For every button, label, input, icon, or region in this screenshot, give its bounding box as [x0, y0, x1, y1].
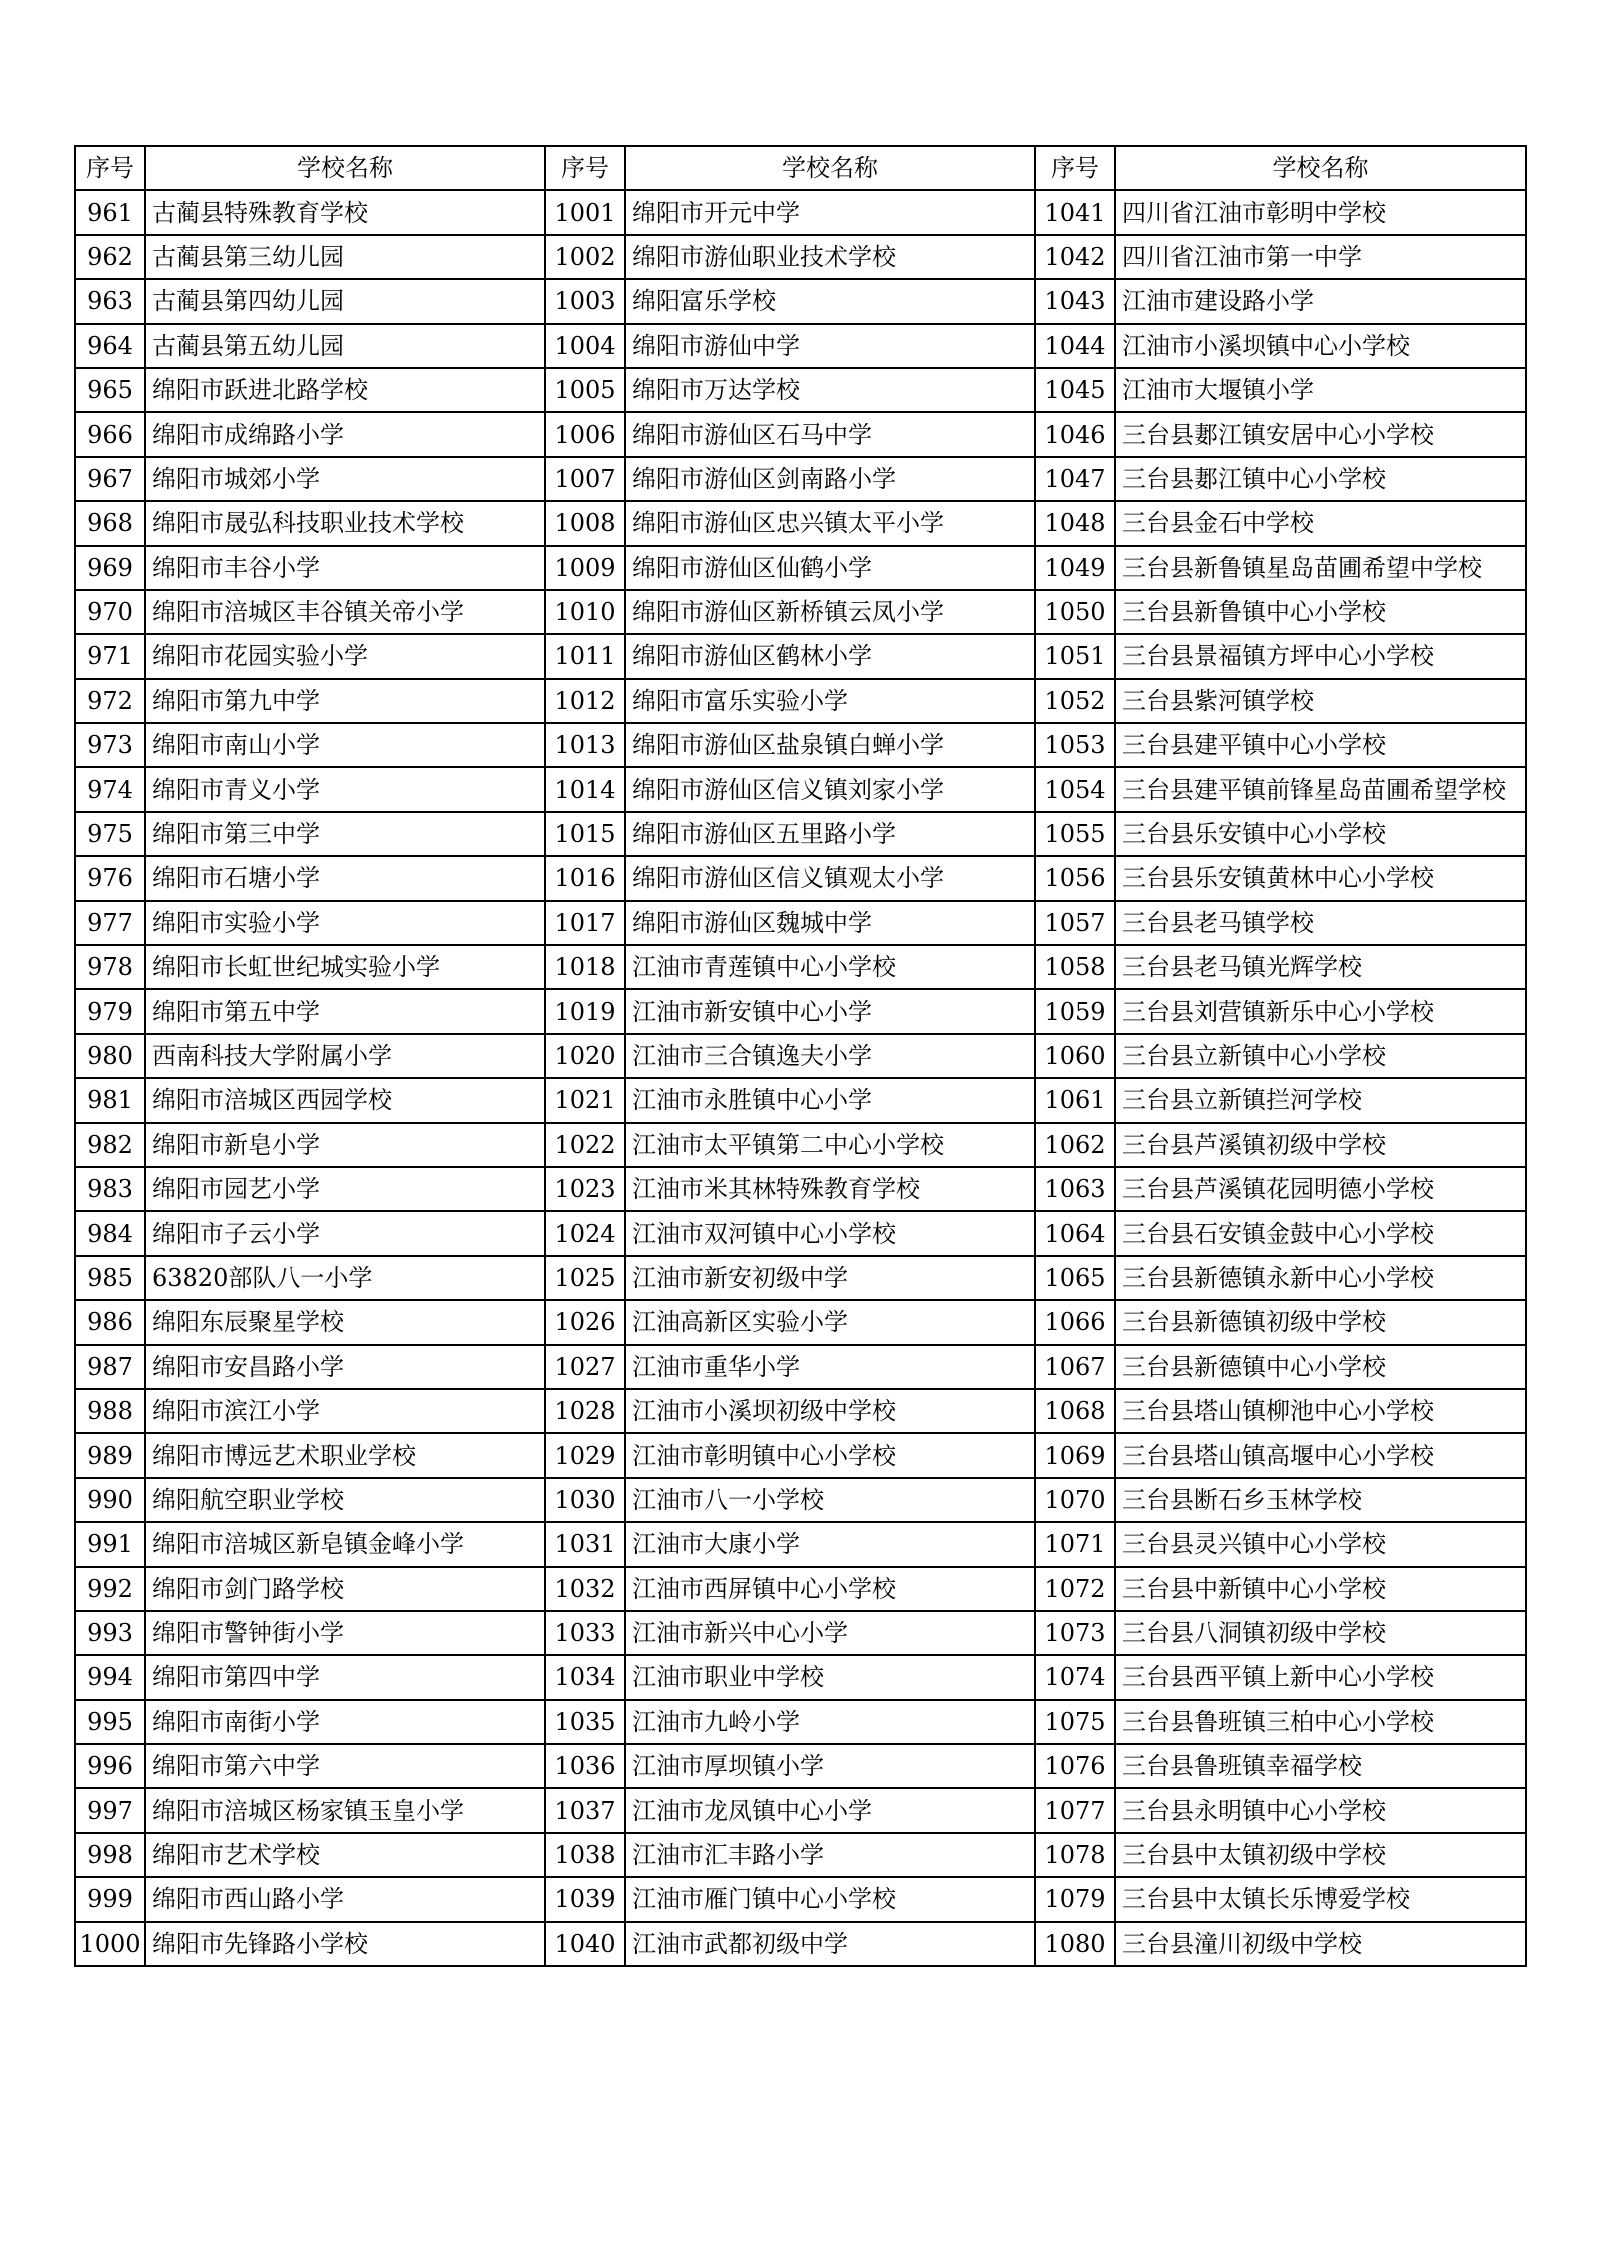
serial-cell: 1015	[545, 812, 625, 856]
school-name-cell: 三台县金石中学校	[1115, 501, 1526, 545]
school-name-cell: 绵阳市第六中学	[145, 1744, 545, 1788]
serial-cell: 1023	[545, 1167, 625, 1211]
header-serial-1: 序号	[75, 146, 145, 190]
serial-cell: 1039	[545, 1877, 625, 1921]
school-name-cell: 绵阳市开元中学	[625, 190, 1035, 234]
school-name-cell: 江油市九岭小学	[625, 1700, 1035, 1744]
table-row	[75, 590, 1526, 634]
school-name-cell: 江油市新安初级中学	[625, 1256, 1035, 1300]
school-name-cell: 江油市大堰镇小学	[1115, 368, 1526, 412]
serial-cell: 1031	[545, 1522, 625, 1566]
school-name-cell: 绵阳市万达学校	[625, 368, 1035, 412]
header-serial-3: 序号	[1035, 146, 1115, 190]
serial-cell: 1026	[545, 1300, 625, 1344]
serial-cell: 1063	[1035, 1167, 1115, 1211]
serial-cell: 1046	[1035, 412, 1115, 456]
school-name-cell: 三台县石安镇金鼓中心小学校	[1115, 1211, 1526, 1255]
serial-cell: 984	[75, 1211, 145, 1255]
serial-cell: 1013	[545, 723, 625, 767]
school-name-cell: 三台县新德镇初级中学校	[1115, 1300, 1526, 1344]
serial-cell: 1052	[1035, 679, 1115, 723]
table-row	[75, 501, 1526, 545]
table-row	[75, 1744, 1526, 1788]
serial-cell: 967	[75, 457, 145, 501]
school-name-cell: 绵阳市涪城区杨家镇玉皇小学	[145, 1788, 545, 1832]
serial-cell: 961	[75, 190, 145, 234]
school-name-cell: 绵阳市艺术学校	[145, 1833, 545, 1877]
school-name-cell: 绵阳市石塘小学	[145, 856, 545, 900]
serial-cell: 983	[75, 1167, 145, 1211]
serial-cell: 968	[75, 501, 145, 545]
serial-cell: 980	[75, 1034, 145, 1078]
serial-cell: 977	[75, 901, 145, 945]
serial-cell: 991	[75, 1522, 145, 1566]
serial-cell: 1047	[1035, 457, 1115, 501]
school-name-cell: 江油市永胜镇中心小学	[625, 1078, 1035, 1122]
school-name-cell: 绵阳市第四中学	[145, 1655, 545, 1699]
table-row	[75, 767, 1526, 811]
school-name-cell: 三台县郪江镇中心小学校	[1115, 457, 1526, 501]
school-name-cell: 古蔺县第四幼儿园	[145, 279, 545, 323]
serial-cell: 1057	[1035, 901, 1115, 945]
serial-cell: 1056	[1035, 856, 1115, 900]
school-name-cell: 三台县西平镇上新中心小学校	[1115, 1655, 1526, 1699]
school-name-cell: 江油市汇丰路小学	[625, 1833, 1035, 1877]
school-name-cell: 绵阳市安昌路小学	[145, 1345, 545, 1389]
serial-cell: 1069	[1035, 1433, 1115, 1477]
table-body	[75, 190, 1526, 1966]
school-name-cell: 绵阳市长虹世纪城实验小学	[145, 945, 545, 989]
school-name-cell: 绵阳市先锋路小学校	[145, 1922, 545, 1966]
serial-cell: 1068	[1035, 1389, 1115, 1433]
school-name-cell: 三台县断石乡玉林学校	[1115, 1478, 1526, 1522]
serial-cell: 1053	[1035, 723, 1115, 767]
school-name-cell: 绵阳市第五中学	[145, 989, 545, 1033]
table-row	[75, 324, 1526, 368]
school-name-cell: 绵阳市博远艺术职业学校	[145, 1433, 545, 1477]
serial-cell: 1078	[1035, 1833, 1115, 1877]
school-name-cell: 绵阳市游仙区仙鹤小学	[625, 546, 1035, 590]
school-name-cell: 绵阳市花园实验小学	[145, 634, 545, 678]
serial-cell: 994	[75, 1655, 145, 1699]
serial-cell: 1004	[545, 324, 625, 368]
serial-cell: 1077	[1035, 1788, 1115, 1832]
school-name-cell: 绵阳市游仙区信义镇观太小学	[625, 856, 1035, 900]
school-name-cell: 三台县芦溪镇初级中学校	[1115, 1123, 1526, 1167]
serial-cell: 1051	[1035, 634, 1115, 678]
serial-cell: 962	[75, 235, 145, 279]
school-name-cell: 绵阳市游仙职业技术学校	[625, 235, 1035, 279]
school-name-cell: 三台县鲁班镇幸福学校	[1115, 1744, 1526, 1788]
school-list-table	[74, 145, 1527, 1967]
school-name-cell: 江油市职业中学校	[625, 1655, 1035, 1699]
serial-cell: 1036	[545, 1744, 625, 1788]
school-name-cell: 绵阳市富乐实验小学	[625, 679, 1035, 723]
serial-cell: 1017	[545, 901, 625, 945]
school-name-cell: 三台县芦溪镇花园明德小学校	[1115, 1167, 1526, 1211]
serial-cell: 966	[75, 412, 145, 456]
school-name-cell: 三台县塔山镇高堰中心小学校	[1115, 1433, 1526, 1477]
school-name-cell: 三台县塔山镇柳池中心小学校	[1115, 1389, 1526, 1433]
serial-cell: 1009	[545, 546, 625, 590]
table-row	[75, 1922, 1526, 1966]
school-name-cell: 三台县立新镇中心小学校	[1115, 1034, 1526, 1078]
school-name-cell: 三台县乐安镇黄林中心小学校	[1115, 856, 1526, 900]
school-name-cell: 江油市厚坝镇小学	[625, 1744, 1035, 1788]
serial-cell: 1044	[1035, 324, 1115, 368]
serial-cell: 982	[75, 1123, 145, 1167]
table-row	[75, 1655, 1526, 1699]
serial-cell: 985	[75, 1256, 145, 1300]
school-name-cell: 江油市小溪坝镇中心小学校	[1115, 324, 1526, 368]
table-row	[75, 1611, 1526, 1655]
table-row	[75, 901, 1526, 945]
serial-cell: 986	[75, 1300, 145, 1344]
serial-cell: 1072	[1035, 1567, 1115, 1611]
serial-cell: 1079	[1035, 1877, 1115, 1921]
table-row	[75, 1833, 1526, 1877]
table-row	[75, 634, 1526, 678]
serial-cell: 1030	[545, 1478, 625, 1522]
school-name-cell: 三台县新德镇永新中心小学校	[1115, 1256, 1526, 1300]
school-name-cell: 63820部队八一小学	[145, 1256, 545, 1300]
serial-cell: 1062	[1035, 1123, 1115, 1167]
table-row	[75, 1389, 1526, 1433]
serial-cell: 1076	[1035, 1744, 1115, 1788]
school-name-cell: 三台县新鲁镇星岛苗圃希望中学校	[1115, 546, 1526, 590]
table-row	[75, 412, 1526, 456]
school-name-cell: 江油市三合镇逸夫小学	[625, 1034, 1035, 1078]
school-name-cell: 古蔺县第三幼儿园	[145, 235, 545, 279]
school-name-cell: 江油高新区实验小学	[625, 1300, 1035, 1344]
table-row	[75, 1078, 1526, 1122]
school-name-cell: 绵阳富乐学校	[625, 279, 1035, 323]
header-school-name-3: 学校名称	[1115, 146, 1526, 190]
serial-cell: 1007	[545, 457, 625, 501]
school-name-cell: 三台县中新镇中心小学校	[1115, 1567, 1526, 1611]
school-name-cell: 江油市八一小学校	[625, 1478, 1035, 1522]
school-name-cell: 绵阳市涪城区新皂镇金峰小学	[145, 1522, 545, 1566]
serial-cell: 1066	[1035, 1300, 1115, 1344]
serial-cell: 1054	[1035, 767, 1115, 811]
school-name-cell: 四川省江油市第一中学	[1115, 235, 1526, 279]
serial-cell: 981	[75, 1078, 145, 1122]
serial-cell: 989	[75, 1433, 145, 1477]
table-row	[75, 279, 1526, 323]
serial-cell: 1058	[1035, 945, 1115, 989]
serial-cell: 1074	[1035, 1655, 1115, 1699]
school-name-cell: 江油市建设路小学	[1115, 279, 1526, 323]
table-row	[75, 1877, 1526, 1921]
table-row	[75, 546, 1526, 590]
school-name-cell: 江油市双河镇中心小学校	[625, 1211, 1035, 1255]
serial-cell: 1021	[545, 1078, 625, 1122]
school-name-cell: 绵阳市游仙中学	[625, 324, 1035, 368]
school-name-cell: 三台县立新镇拦河学校	[1115, 1078, 1526, 1122]
school-name-cell: 三台县永明镇中心小学校	[1115, 1788, 1526, 1832]
serial-cell: 1075	[1035, 1700, 1115, 1744]
serial-cell: 995	[75, 1700, 145, 1744]
school-name-cell: 三台县刘营镇新乐中心小学校	[1115, 989, 1526, 1033]
serial-cell: 965	[75, 368, 145, 412]
school-name-cell: 绵阳市子云小学	[145, 1211, 545, 1255]
school-name-cell: 绵阳市游仙区盐泉镇白蝉小学	[625, 723, 1035, 767]
school-name-cell: 江油市小溪坝初级中学校	[625, 1389, 1035, 1433]
school-name-cell: 绵阳市警钟街小学	[145, 1611, 545, 1655]
school-name-cell: 三台县老马镇光辉学校	[1115, 945, 1526, 989]
school-name-cell: 绵阳市城郊小学	[145, 457, 545, 501]
school-name-cell: 三台县灵兴镇中心小学校	[1115, 1522, 1526, 1566]
serial-cell: 1045	[1035, 368, 1115, 412]
serial-cell: 964	[75, 324, 145, 368]
school-name-cell: 三台县新鲁镇中心小学校	[1115, 590, 1526, 634]
table-row	[75, 989, 1526, 1033]
serial-cell: 1055	[1035, 812, 1115, 856]
serial-cell: 998	[75, 1833, 145, 1877]
serial-cell: 1006	[545, 412, 625, 456]
school-name-cell: 绵阳市滨江小学	[145, 1389, 545, 1433]
serial-cell: 963	[75, 279, 145, 323]
school-name-cell: 绵阳市跃进北路学校	[145, 368, 545, 412]
school-name-cell: 三台县中太镇初级中学校	[1115, 1833, 1526, 1877]
serial-cell: 1040	[545, 1922, 625, 1966]
school-name-cell: 绵阳市西山路小学	[145, 1877, 545, 1921]
serial-cell: 1034	[545, 1655, 625, 1699]
serial-cell: 975	[75, 812, 145, 856]
school-name-cell: 绵阳市剑门路学校	[145, 1567, 545, 1611]
serial-cell: 990	[75, 1478, 145, 1522]
table-row	[75, 945, 1526, 989]
header-serial-2: 序号	[545, 146, 625, 190]
serial-cell: 992	[75, 1567, 145, 1611]
table-row	[75, 235, 1526, 279]
serial-cell: 1038	[545, 1833, 625, 1877]
school-name-cell: 江油市米其林特殊教育学校	[625, 1167, 1035, 1211]
serial-cell: 996	[75, 1744, 145, 1788]
school-name-cell: 江油市重华小学	[625, 1345, 1035, 1389]
school-name-cell: 三台县景福镇方坪中心小学校	[1115, 634, 1526, 678]
serial-cell: 1027	[545, 1345, 625, 1389]
school-name-cell: 绵阳市游仙区剑南路小学	[625, 457, 1035, 501]
serial-cell: 1028	[545, 1389, 625, 1433]
school-name-cell: 绵阳东辰聚星学校	[145, 1300, 545, 1344]
table-row	[75, 1567, 1526, 1611]
table-row	[75, 1345, 1526, 1389]
serial-cell: 969	[75, 546, 145, 590]
school-name-cell: 江油市西屏镇中心小学校	[625, 1567, 1035, 1611]
school-name-cell: 绵阳市游仙区忠兴镇太平小学	[625, 501, 1035, 545]
table-row	[75, 1256, 1526, 1300]
school-name-cell: 绵阳市涪城区丰谷镇关帝小学	[145, 590, 545, 634]
school-name-cell: 三台县乐安镇中心小学校	[1115, 812, 1526, 856]
table-row	[75, 856, 1526, 900]
table-row	[75, 1700, 1526, 1744]
serial-cell: 1049	[1035, 546, 1115, 590]
serial-cell: 974	[75, 767, 145, 811]
table-row	[75, 1167, 1526, 1211]
serial-cell: 1041	[1035, 190, 1115, 234]
serial-cell: 1020	[545, 1034, 625, 1078]
serial-cell: 1019	[545, 989, 625, 1033]
serial-cell: 1008	[545, 501, 625, 545]
serial-cell: 1048	[1035, 501, 1115, 545]
school-name-cell: 绵阳市游仙区鹤林小学	[625, 634, 1035, 678]
school-name-cell: 江油市新安镇中心小学	[625, 989, 1035, 1033]
serial-cell: 1010	[545, 590, 625, 634]
school-name-cell: 三台县郪江镇安居中心小学校	[1115, 412, 1526, 456]
serial-cell: 1022	[545, 1123, 625, 1167]
serial-cell: 1061	[1035, 1078, 1115, 1122]
serial-cell: 1003	[545, 279, 625, 323]
table-row	[75, 1788, 1526, 1832]
school-name-cell: 绵阳市游仙区五里路小学	[625, 812, 1035, 856]
school-name-cell: 绵阳市游仙区魏城中学	[625, 901, 1035, 945]
school-name-cell: 绵阳市游仙区新桥镇云凤小学	[625, 590, 1035, 634]
table-row	[75, 723, 1526, 767]
school-name-cell: 三台县新德镇中心小学校	[1115, 1345, 1526, 1389]
school-name-cell: 三台县建平镇前锋星岛苗圃希望学校	[1115, 767, 1526, 811]
table-row	[75, 812, 1526, 856]
school-name-cell: 四川省江油市彰明中学校	[1115, 190, 1526, 234]
school-name-cell: 绵阳市成绵路小学	[145, 412, 545, 456]
table-row	[75, 1300, 1526, 1344]
school-name-cell: 三台县紫河镇学校	[1115, 679, 1526, 723]
table-row	[75, 368, 1526, 412]
serial-cell: 1011	[545, 634, 625, 678]
school-name-cell: 古蔺县第五幼儿园	[145, 324, 545, 368]
school-name-cell: 江油市大康小学	[625, 1522, 1035, 1566]
school-name-cell: 绵阳市游仙区信义镇刘家小学	[625, 767, 1035, 811]
school-name-cell: 江油市青莲镇中心小学校	[625, 945, 1035, 989]
serial-cell: 1000	[75, 1922, 145, 1966]
serial-cell: 1012	[545, 679, 625, 723]
serial-cell: 1002	[545, 235, 625, 279]
serial-cell: 1059	[1035, 989, 1115, 1033]
serial-cell: 1024	[545, 1211, 625, 1255]
school-name-cell: 绵阳市南街小学	[145, 1700, 545, 1744]
school-name-cell: 三台县鲁班镇三柏中心小学校	[1115, 1700, 1526, 1744]
table-row	[75, 1211, 1526, 1255]
table-row	[75, 1123, 1526, 1167]
school-name-cell: 绵阳航空职业学校	[145, 1478, 545, 1522]
school-name-cell: 三台县老马镇学校	[1115, 901, 1526, 945]
serial-cell: 1037	[545, 1788, 625, 1832]
serial-cell: 999	[75, 1877, 145, 1921]
serial-cell: 978	[75, 945, 145, 989]
serial-cell: 971	[75, 634, 145, 678]
serial-cell: 987	[75, 1345, 145, 1389]
school-name-cell: 绵阳市园艺小学	[145, 1167, 545, 1211]
school-name-cell: 古蔺县特殊教育学校	[145, 190, 545, 234]
serial-cell: 1065	[1035, 1256, 1115, 1300]
serial-cell: 1001	[545, 190, 625, 234]
school-name-cell: 绵阳市第九中学	[145, 679, 545, 723]
serial-cell: 979	[75, 989, 145, 1033]
school-name-cell: 三台县建平镇中心小学校	[1115, 723, 1526, 767]
school-name-cell: 绵阳市丰谷小学	[145, 546, 545, 590]
serial-cell: 1016	[545, 856, 625, 900]
serial-cell: 1080	[1035, 1922, 1115, 1966]
table-row	[75, 1522, 1526, 1566]
serial-cell: 1035	[545, 1700, 625, 1744]
school-name-cell: 西南科技大学附属小学	[145, 1034, 545, 1078]
serial-cell: 997	[75, 1788, 145, 1832]
header-row	[75, 146, 1526, 190]
school-name-cell: 绵阳市涪城区西园学校	[145, 1078, 545, 1122]
school-name-cell: 绵阳市游仙区石马中学	[625, 412, 1035, 456]
school-name-cell: 绵阳市第三中学	[145, 812, 545, 856]
serial-cell: 970	[75, 590, 145, 634]
serial-cell: 1014	[545, 767, 625, 811]
school-name-cell: 绵阳市南山小学	[145, 723, 545, 767]
serial-cell: 1043	[1035, 279, 1115, 323]
header-school-name-2: 学校名称	[625, 146, 1035, 190]
serial-cell: 988	[75, 1389, 145, 1433]
school-name-cell: 绵阳市晟弘科技职业技术学校	[145, 501, 545, 545]
serial-cell: 1018	[545, 945, 625, 989]
serial-cell: 973	[75, 723, 145, 767]
school-name-cell: 绵阳市新皂小学	[145, 1123, 545, 1167]
table-row	[75, 1034, 1526, 1078]
serial-cell: 1073	[1035, 1611, 1115, 1655]
serial-cell: 1060	[1035, 1034, 1115, 1078]
serial-cell: 1042	[1035, 235, 1115, 279]
school-name-cell: 江油市新兴中心小学	[625, 1611, 1035, 1655]
serial-cell: 1033	[545, 1611, 625, 1655]
serial-cell: 1005	[545, 368, 625, 412]
serial-cell: 1070	[1035, 1478, 1115, 1522]
school-name-cell: 江油市武都初级中学	[625, 1922, 1035, 1966]
school-name-cell: 江油市龙凤镇中心小学	[625, 1788, 1035, 1832]
school-name-cell: 绵阳市青义小学	[145, 767, 545, 811]
serial-cell: 976	[75, 856, 145, 900]
school-name-cell: 江油市雁门镇中心小学校	[625, 1877, 1035, 1921]
table-row	[75, 457, 1526, 501]
serial-cell: 972	[75, 679, 145, 723]
table-row	[75, 679, 1526, 723]
serial-cell: 1067	[1035, 1345, 1115, 1389]
serial-cell: 1025	[545, 1256, 625, 1300]
serial-cell: 993	[75, 1611, 145, 1655]
serial-cell: 1032	[545, 1567, 625, 1611]
serial-cell: 1064	[1035, 1211, 1115, 1255]
serial-cell: 1050	[1035, 590, 1115, 634]
school-name-cell: 三台县潼川初级中学校	[1115, 1922, 1526, 1966]
serial-cell: 1071	[1035, 1522, 1115, 1566]
school-name-cell: 绵阳市实验小学	[145, 901, 545, 945]
table-row	[75, 1478, 1526, 1522]
school-name-cell: 三台县八洞镇初级中学校	[1115, 1611, 1526, 1655]
header-school-name-1: 学校名称	[145, 146, 545, 190]
table-row	[75, 1433, 1526, 1477]
school-name-cell: 江油市太平镇第二中心小学校	[625, 1123, 1035, 1167]
table-row	[75, 190, 1526, 234]
serial-cell: 1029	[545, 1433, 625, 1477]
school-name-cell: 三台县中太镇长乐博爱学校	[1115, 1877, 1526, 1921]
school-name-cell: 江油市彰明镇中心小学校	[625, 1433, 1035, 1477]
